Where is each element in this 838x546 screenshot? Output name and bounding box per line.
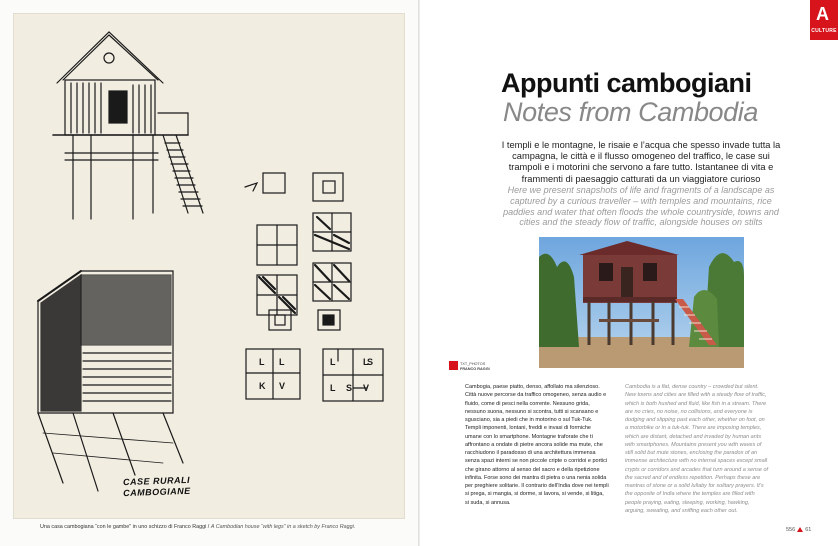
credit-label: TXT_PHOTOS — [460, 362, 486, 366]
svg-text:S: S — [346, 383, 353, 393]
svg-text:V: V — [363, 383, 370, 393]
svg-text:L: L — [259, 357, 265, 367]
credit-name: FRANCO RAGGI — [460, 367, 490, 371]
svg-text:L: L — [330, 357, 336, 367]
logo-mark: A — [816, 4, 829, 24]
page-folio — [786, 527, 811, 533]
title-english: Notes from Cambodia — [503, 97, 759, 127]
folio-issue: 556 — [786, 527, 796, 533]
body-text-italian: Cambogia, paese piatto, denso, affollato ma silenzioso. Città nuove percorse da traffico omogeneo, senza audio e fluido, come di pesci nella corrente. Nessuno grida, nessuno suona, nessuno si scontra, tutti si scansano e sgusciano, sia a piedi che in motorino o sul Tuk-Tuk. Templi imponenti, lontani, freddi e invasi di formiche umane con lo smartphone. Montagne traforate che ti affrontano a ondate di pietre ancora solide ma mute, che racchiudono il paradosso di una architettura immensa senza spazi interni se non piccole cripte o corridoi e portici che girano attorno al senso del sacro e della ripetizione infinita. Forse sono dei mantra di pietra o una nenia solida per preghiere solitarie. Il contrario dell’India dove nei templi si prega, si mangia, si dorme, si lavora, si vende, si litiga, si suda, si annusa. — [465, 384, 609, 506]
spine-gutter — [418, 0, 420, 546]
svg-text:L: L — [363, 357, 369, 367]
lead-english: Here we present snapshots of life and fragments of a landscape as captured by a curious traveller – with temples and mountains, rice paddies and water that often floods the whole countryside, towns and cities and the steady flow of traffic, alongside houses on stilts — [503, 185, 779, 228]
sketch-drawing — [13, 13, 405, 519]
section-logo — [810, 0, 838, 40]
logo-section-word: CULTURE — [811, 28, 837, 34]
svg-text:L: L — [279, 357, 285, 367]
svg-text:K: K — [259, 381, 266, 391]
caption-english: A Cambodian house “with legs” in a sketch by Franco Raggi. — [210, 524, 356, 530]
photo-stilt-house — [539, 237, 744, 368]
credit-square-icon — [449, 361, 458, 370]
sketch-label-line-1: CASE RURALI — [122, 474, 191, 488]
body-text-english: Cambodia is a flat, dense country – crowded but silent. New towns and cities are filled with a steady flow of traffic, which is both hushed and fluid, like fish in a stream. There are no cries, no noise, no collisions, and everyone is dodging and slipping past each other, whether on foot, on a motorbike or in a tuk-tuk. There are imposing temples, which are distant, detached and invaded by human ants with smartphones. Mountains present you with waves of still solid but mute stones, enclosing the paradox of an immense architecture with no internal spaces except small crypts or corridors and arcades that turn around a sense of the sacred and of endless repetition. Perhaps these are mantras of stone or a solid lullaby for solitary prayers. It’s the opposite of India where the temples are filled with people praying, eating, sleeping, working, hawking, arguing, sweating, and sniffing each other out. — [625, 384, 769, 514]
sketch-illustration — [13, 13, 405, 519]
svg-text:S: S — [367, 357, 374, 367]
sketch-label-line-2: CAMBOGIANE — [123, 485, 191, 499]
svg-text:V: V — [279, 381, 286, 391]
title-italian: Appunti cambogiani — [501, 68, 752, 98]
photo-drawing — [539, 237, 744, 368]
caption-italian: Una casa cambogiana “con le gambe” in uno schizzo di Franco Raggi — [40, 524, 207, 530]
sketch-handwritten-label — [123, 475, 191, 499]
folio-triangle-icon — [797, 527, 803, 532]
image-caption: Una casa cambogiana “con le gambe” in uno schizzo di Franco Raggi / A Cambodian house “with legs” in a sketch by Franco Raggi. — [40, 524, 356, 530]
folio-page-number: 61 — [805, 527, 812, 533]
lead-italian: I templi e le montagne, le risaie e l’acqua che spesso invade tutta la campagna, le città e il flusso omogeneo del traffico, le case sui trampoli e i motorini che servono a fare tutto. Istantanee di vita e frammenti di paesaggio catturati da un viaggiatore curioso — [501, 140, 781, 184]
svg-text:L: L — [330, 383, 336, 393]
